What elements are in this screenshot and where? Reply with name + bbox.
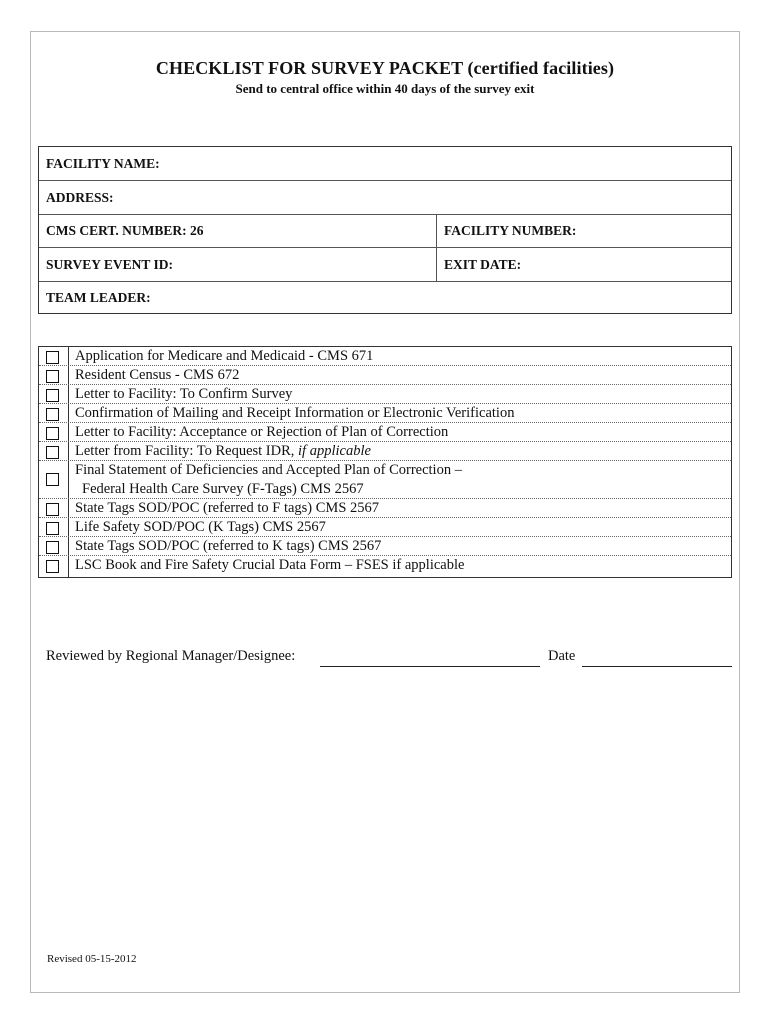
checklist-item <box>39 404 731 423</box>
address-field[interactable] <box>39 181 731 214</box>
survey-event-field[interactable] <box>39 248 436 281</box>
address-label: ADDRESS: <box>46 189 114 205</box>
checkbox[interactable] <box>46 503 59 516</box>
checklist-item-text: Confirmation of Mailing and Receipt Information or Electronic Verification <box>75 405 515 421</box>
checkbox[interactable] <box>46 541 59 554</box>
checklist-item <box>39 385 731 404</box>
review-date-line[interactable] <box>582 666 732 667</box>
cms-cert-field[interactable] <box>39 215 436 247</box>
checklist-item <box>39 556 731 577</box>
checklist-box <box>38 346 732 578</box>
checklist-item <box>39 518 731 537</box>
page-title: CHECKLIST FOR SURVEY PACKET (certified facilities) <box>155 58 615 78</box>
checklist-item-text: Letter to Facility: To Confirm Survey <box>75 386 293 402</box>
date-label: Date <box>548 648 576 664</box>
checklist-item <box>39 537 731 556</box>
checkbox[interactable] <box>46 522 59 535</box>
checkbox[interactable] <box>46 446 59 459</box>
checklist-item-italic-text: if applicable <box>298 443 371 459</box>
facility-number-field[interactable] <box>436 215 731 247</box>
checklist-item <box>39 461 731 499</box>
checklist-item <box>39 347 731 366</box>
facility-name-row <box>39 147 731 181</box>
team-leader-label: TEAM LEADER: <box>46 290 151 305</box>
facility-name-label: FACILITY NAME: <box>46 155 160 171</box>
survey-event-row <box>39 248 731 282</box>
page-subtitle: Send to central office within 40 days of the survey exit <box>235 81 535 96</box>
checkbox[interactable] <box>46 427 59 440</box>
exit-date-field[interactable] <box>436 248 731 281</box>
checklist-item-text <box>75 461 727 499</box>
team-leader-row <box>39 282 731 314</box>
checklist-item-text: Application for Medicare and Medicaid - CMS 671 <box>75 348 374 364</box>
facility-info-box <box>38 146 732 314</box>
checkbox[interactable] <box>46 560 59 573</box>
revised-date-note: Revised 05-15-2012 <box>47 953 137 965</box>
checklist-item-text: Resident Census - CMS 672 <box>75 367 240 383</box>
checklist-item-line1: Final Statement of Deficiencies and Accepted Plan of Correction – <box>75 462 462 478</box>
checklist-item-text: Life Safety SOD/POC (K Tags) CMS 2567 <box>75 519 326 535</box>
reviewed-by-label: Reviewed by Regional Manager/Designee: <box>46 648 296 664</box>
checklist-item-line2: Federal Health Care Survey (F-Tags) CMS 2567 <box>82 481 364 497</box>
reviewer-signature-line[interactable] <box>320 666 540 667</box>
checkbox[interactable] <box>46 351 59 364</box>
checklist-item-text: State Tags SOD/POC (referred to K tags) CMS 2567 <box>75 538 382 554</box>
facility-name-field[interactable] <box>39 147 731 180</box>
address-row <box>39 181 731 215</box>
checklist-item-text: Letter to Facility: Acceptance or Rejection of Plan of Correction <box>75 424 449 440</box>
facility-number-label: FACILITY NUMBER: <box>444 223 577 238</box>
exit-date-label: EXIT DATE: <box>444 256 522 272</box>
checkbox[interactable] <box>46 370 59 383</box>
checklist-item-text: LSC Book and Fire Safety Crucial Data Form – FSES if applicable <box>75 557 465 573</box>
checklist-item <box>39 423 731 442</box>
cms-cert-label: CMS CERT. NUMBER: 26 <box>46 223 204 238</box>
checkbox[interactable] <box>46 389 59 402</box>
checkbox[interactable] <box>46 408 59 421</box>
cms-cert-row <box>39 215 731 248</box>
checklist-item <box>39 366 731 385</box>
checkbox[interactable] <box>46 473 59 486</box>
team-leader-field[interactable] <box>39 282 731 314</box>
checklist-item-text: State Tags SOD/POC (referred to F tags) CMS 2567 <box>75 500 380 516</box>
checklist-item <box>39 499 731 518</box>
checklist-item <box>39 442 731 461</box>
survey-event-label: SURVEY EVENT ID: <box>46 256 174 272</box>
checklist-item-text <box>75 442 727 461</box>
checklist-item-main-text: Letter from Facility: To Request IDR, <box>75 443 299 459</box>
